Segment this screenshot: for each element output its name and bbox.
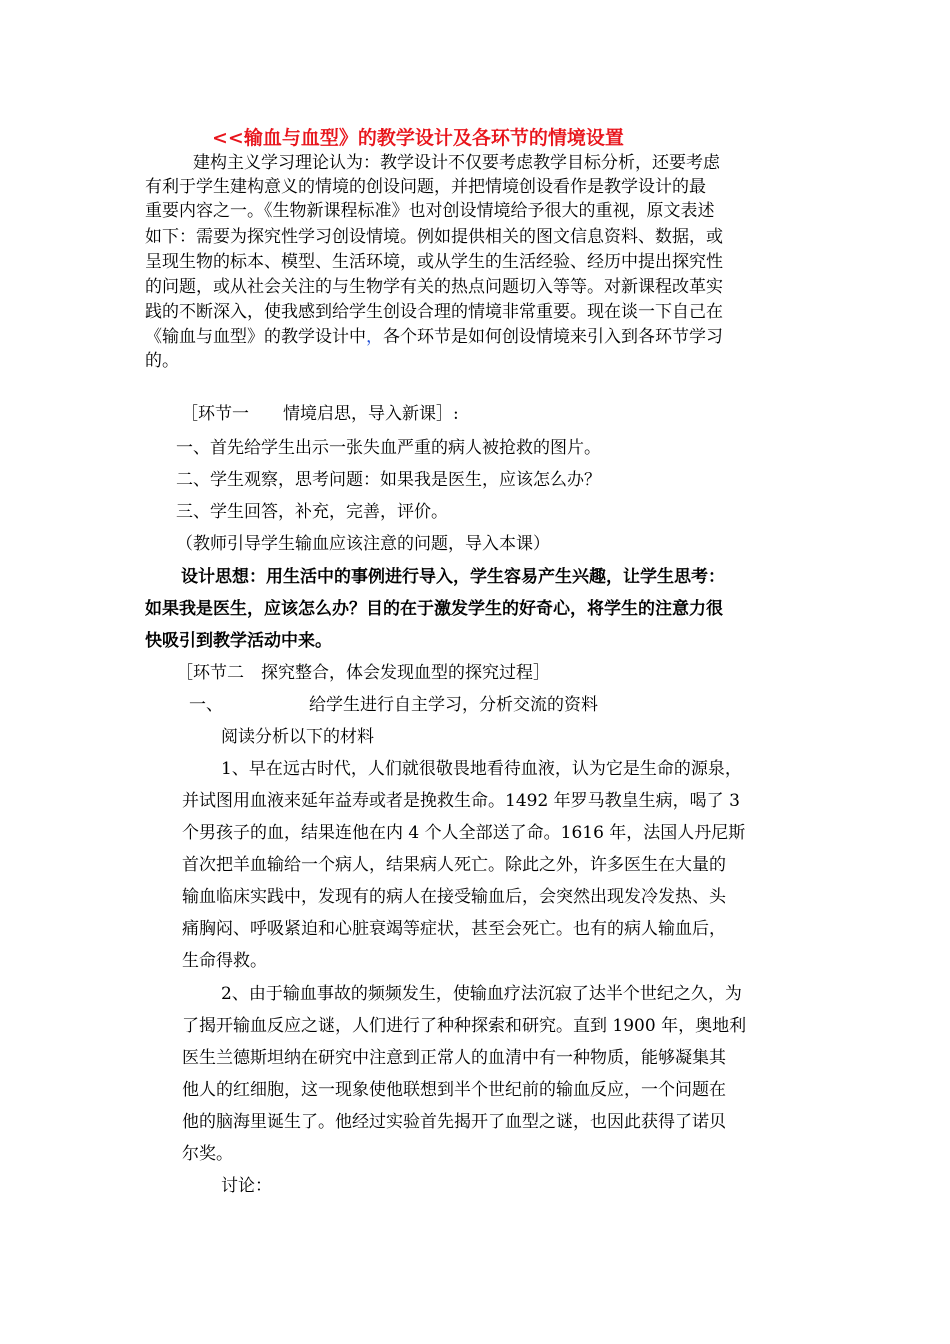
material-2-line: 他人的红细胞，这一现象使他联想到半个世纪前的输血反应，一个问题在 — [182, 1080, 726, 1100]
section1-step: 二、学生观察，思考问题：如果我是医生，应该怎么办？ — [176, 470, 601, 490]
material-1-line: 输血临床实践中，发现有的病人在接受输血后，会突然出现发冷发热、头 — [182, 887, 726, 907]
section2-item-text: 给学生进行自主学习，分析交流的资料 — [309, 695, 598, 715]
intro-text: 各个环节是如何创设情境来引入到各环节学习 — [383, 327, 723, 347]
intro-comma: ， — [366, 327, 383, 347]
material-2-line: 他的脑海里诞生了。他经过实验首先揭开了血型之谜，也因此获得了诺贝 — [182, 1112, 726, 1132]
intro-text: 《输血与血型》的教学设计中 — [145, 327, 366, 347]
material-1-line: 个男孩子的血，结果连他在内 4 个人全部送了命。1616 年，法国人丹尼斯 — [182, 823, 746, 843]
document-title: <<输血与血型》的教学设计及各环节的情境设置 — [212, 127, 624, 149]
intro-line: 重要内容之一。《生物新课程标准》也对创设情境给予很大的重视，原文表述 — [145, 201, 715, 221]
design-thought-line: 设计思想：用生活中的事例进行导入，学生容易产生兴趣，让学生思考： — [181, 567, 725, 587]
intro-line: 建构主义学习理论认为：教学设计不仅要考虑教学目标分析，还要考虑 — [193, 153, 720, 173]
material-2-line: 尔奖。 — [182, 1144, 233, 1164]
intro-line: 践的不断深入，使我感到给学生创设合理的情境非常重要。现在谈一下自己在 — [145, 302, 723, 322]
intro-line: 呈现生物的标本、模型、生活环境，或从学生的生活经验、经历中提出探究性 — [145, 252, 723, 272]
intro-line — [145, 326, 723, 348]
material-1-line: 首次把羊血输给一个病人，结果病人死亡。除此之外，许多医生在大量的 — [182, 855, 726, 875]
material-1-line: 1、早在远古时代，人们就很敬畏地看待血液，认为它是生命的源泉， — [221, 759, 742, 779]
intro-line: 如下：需要为探究性学习创设情境。例如提供相关的图文信息资料、数据，或 — [145, 227, 723, 247]
material-1-line: 并试图用血液来延年益寿或者是挽救生命。1492 年罗马教皇生病，喝了 3 — [182, 791, 740, 811]
discussion-label: 讨论： — [221, 1176, 272, 1196]
material-2-line: 2、由于输血事故的频频发生，使输血疗法沉寂了达半个世纪之久，为 — [221, 984, 742, 1004]
material-2-line: 了揭开输血反应之谜，人们进行了种种探索和研究。直到 1900 年，奥地利 — [182, 1016, 747, 1036]
section1-heading: ［环节一 情境启思，导入新课］: — [181, 404, 459, 424]
material-1-line: 生命得救。 — [182, 951, 267, 971]
reading-instruction: 阅读分析以下的材料 — [221, 727, 374, 747]
intro-line: 的。 — [145, 351, 179, 371]
intro-line: 的问题，或从社会关注的与生物学有关的热点问题切入等等。对新课程改革实 — [145, 277, 723, 297]
design-thought-line: 快吸引到教学活动中来。 — [145, 631, 332, 651]
material-1-line: 痛胸闷、呼吸紧迫和心脏衰竭等症状，甚至会死亡。也有的病人输血后， — [182, 919, 726, 939]
section2-heading: ［环节二 探究整合，体会发现血型的探究过程］ — [176, 663, 550, 683]
section2-item-number: 一、 — [189, 695, 223, 715]
section1-step: 一、首先给学生出示一张失血严重的病人被抢救的图片。 — [176, 438, 601, 458]
design-thought-line: 如果我是医生，应该怎么办？目的在于激发学生的好奇心，将学生的注意力很 — [145, 599, 723, 619]
section1-step: （教师引导学生输血应该注意的问题，导入本课） — [176, 534, 550, 554]
intro-line: 有利于学生建构意义的情境的创设问题，并把情境创设看作是教学设计的最 — [145, 177, 706, 197]
material-2-line: 医生兰德斯坦纳在研究中注意到正常人的血清中有一种物质，能够凝集其 — [182, 1048, 726, 1068]
section1-step: 三、学生回答，补充，完善，评价。 — [176, 502, 448, 522]
